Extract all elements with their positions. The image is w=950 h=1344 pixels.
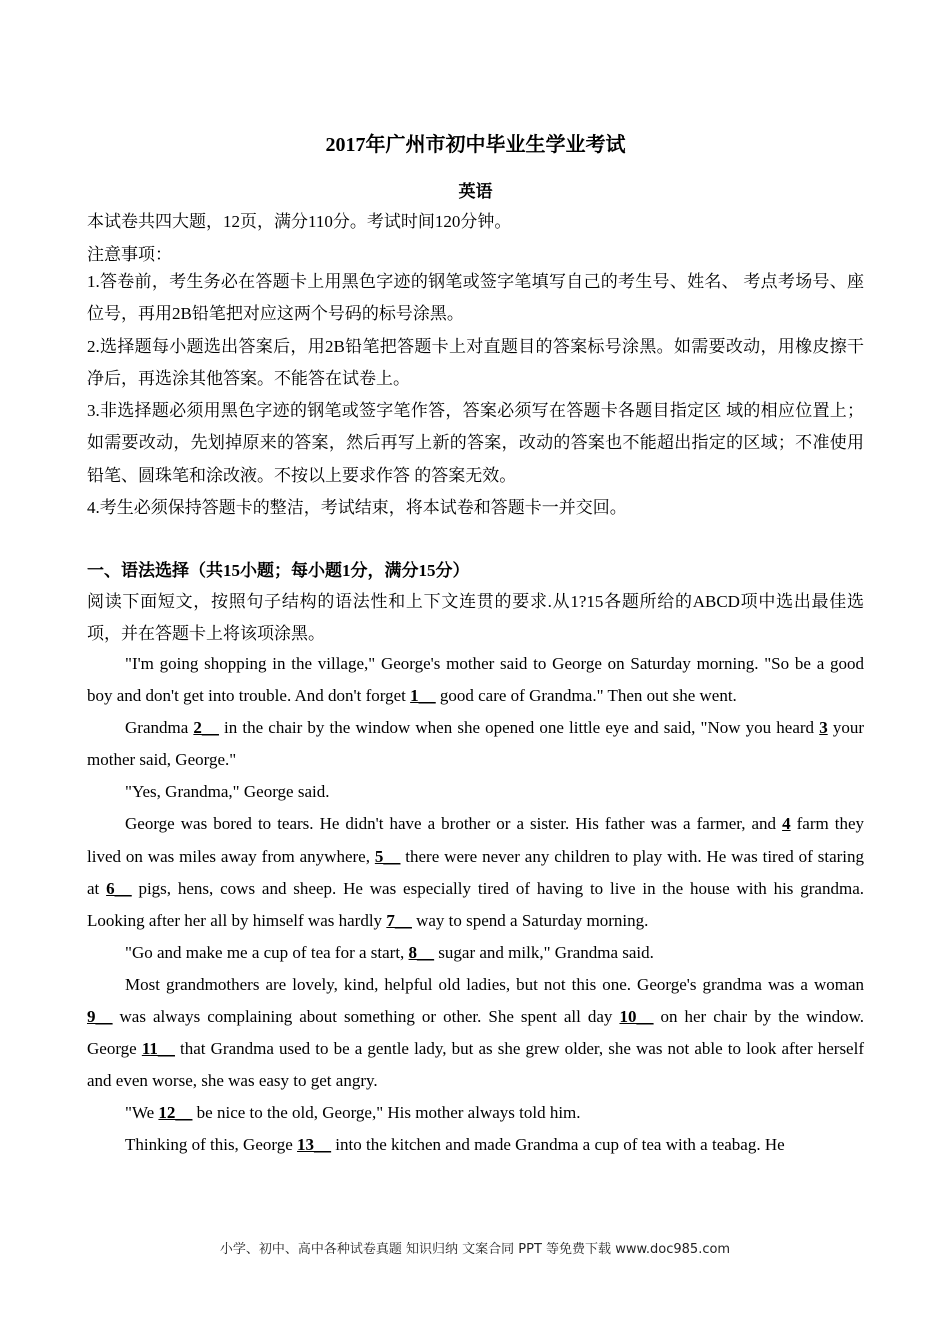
passage-text: that Grandma used to be a gentle lady, but as she grew older, she was not able to look after herself and even worse, she was easy to get angry. [87, 1039, 864, 1091]
passage-text: in the chair by the window when she opened one little eye and said, "Now you heard [218, 718, 820, 738]
passage-text: "We [125, 1103, 159, 1123]
blank-number: 8__ [408, 942, 435, 962]
passage-text: Thinking of this, George [125, 1135, 298, 1155]
passage-paragraph [87, 776, 864, 808]
blank-number: 5__ [374, 846, 401, 866]
passage-text: "I'm going shopping in the village," George's mother said to George on Saturday morning. "So be a good boy and don't get into trouble. And don't forget [87, 654, 864, 706]
notes-list [87, 266, 864, 524]
passage-paragraph [87, 1097, 864, 1129]
note-item: 1.答卷前，考生务必在答题卡上用黑色字迹的钢笔或签字笔填写自己的考生号、姓名、 考点考场号、座位号，再用2B铅笔把对应这两个号码的标号涂黑。 [87, 272, 864, 324]
passage-paragraph [87, 969, 864, 1097]
reading-passage [87, 648, 864, 1162]
blank-number: 9__ [87, 1007, 113, 1027]
passage-text: there were never any children to play with. He was tired of staring at [87, 846, 865, 898]
subject-heading: 英语 [458, 182, 493, 201]
passage-paragraph [87, 1129, 864, 1161]
blank-number: 11__ [141, 1039, 175, 1059]
note-item: 4.考生必须保持答题卡的整洁，考试结束，将本试卷和答题卡一并交回。 [87, 498, 627, 518]
passage-text: was always complaining about something or other. She spent all day [112, 1007, 620, 1027]
blank-number: 7__ [386, 910, 412, 930]
blank-number: 3 [819, 718, 828, 738]
passage-text: on her chair by the window. George [87, 1007, 864, 1059]
note-item: 2.选择题每小题选出答案后，用2B铅笔把答题卡上对直题目的答案标号涂黑。如需要改动，用橡皮擦干净后，再选涂其他答案。不能答在试卷上。 [87, 336, 864, 388]
passage-text: your mother said, George." [87, 718, 864, 770]
blank-number: 2__ [193, 718, 219, 738]
passage-text: pigs, hens, cows and sheep. He was especially tired of having to live in the house with his grandma. Looking after her all by himself was hardly [87, 878, 864, 930]
passage-text: farm they lived on was miles away from anywhere, [87, 814, 864, 866]
footer-watermark: 小学、初中、高中各种试卷真题 知识归纳 文案合同 PPT 等免费下载 www.doc985.com [219, 1242, 731, 1257]
passage-text: "Go and make me a cup of tea for a start, [125, 942, 409, 962]
blank-number: 6__ [106, 878, 132, 898]
exam-title: 2017年广州市初中毕业生学业考试 [325, 134, 626, 156]
instructions-text: 阅读下面短文，按照句子结构的语法性和上下文连贯的要求.从1?15各题所给的ABCD项中选出最佳选项，并在答题卡上将该项涂黑。 [87, 592, 864, 643]
passage-paragraph [87, 808, 864, 936]
passage-paragraph [87, 712, 864, 776]
passage-text: "Yes, Grandma," George said. [125, 782, 330, 802]
passage-paragraph [87, 648, 864, 712]
passage-text: George was bored to tears. He didn't have a brother or a sister. His father was a farmer, and [125, 814, 783, 834]
passage-text: sugar and milk," Grandma said. [434, 942, 654, 962]
passage-paragraph [87, 937, 864, 969]
blank-number: 10__ [619, 1007, 654, 1027]
blank-number: 4 [782, 814, 791, 834]
passage-text: way to spend a Saturday morning. [411, 910, 649, 930]
passage-text: be nice to the old, George," His mother always told him. [192, 1103, 581, 1123]
blank-number: 12__ [158, 1103, 193, 1123]
blank-number: 1__ [410, 686, 436, 706]
passage-text: Grandma [125, 718, 194, 738]
notes-heading: 注意事项： [87, 245, 172, 264]
section-1-title: 一、语法选择（共15小题；每小题1分，满分15分） [87, 561, 470, 580]
passage-text: Most grandmothers are lovely, kind, helpful old ladies, but not this one. George's grandma was a woman [125, 974, 864, 994]
blank-number: 13__ [297, 1135, 332, 1155]
section-1-instructions [87, 586, 864, 650]
note-item: 3.非选择题必须用黑色字迹的钢笔或签字笔作答，答案必须写在答题卡各题目指定区 域的相应位置上；如需要改动，先划掉原来的答案，然后再写上新的答案，改动的答案也不能超出指定的区域；不准使用铅笔、圆珠笔和涂改液。不按以上要求作答 的答案无效。 [87, 401, 864, 485]
passage-text: good care of Grandma." Then out she went. [435, 686, 737, 706]
exam-intro: 本试卷共四大题，12页，满分110分。考试时间120分钟。 [87, 212, 512, 231]
passage-text: into the kitchen and made Grandma a cup of tea with a teabag. He [331, 1135, 785, 1155]
